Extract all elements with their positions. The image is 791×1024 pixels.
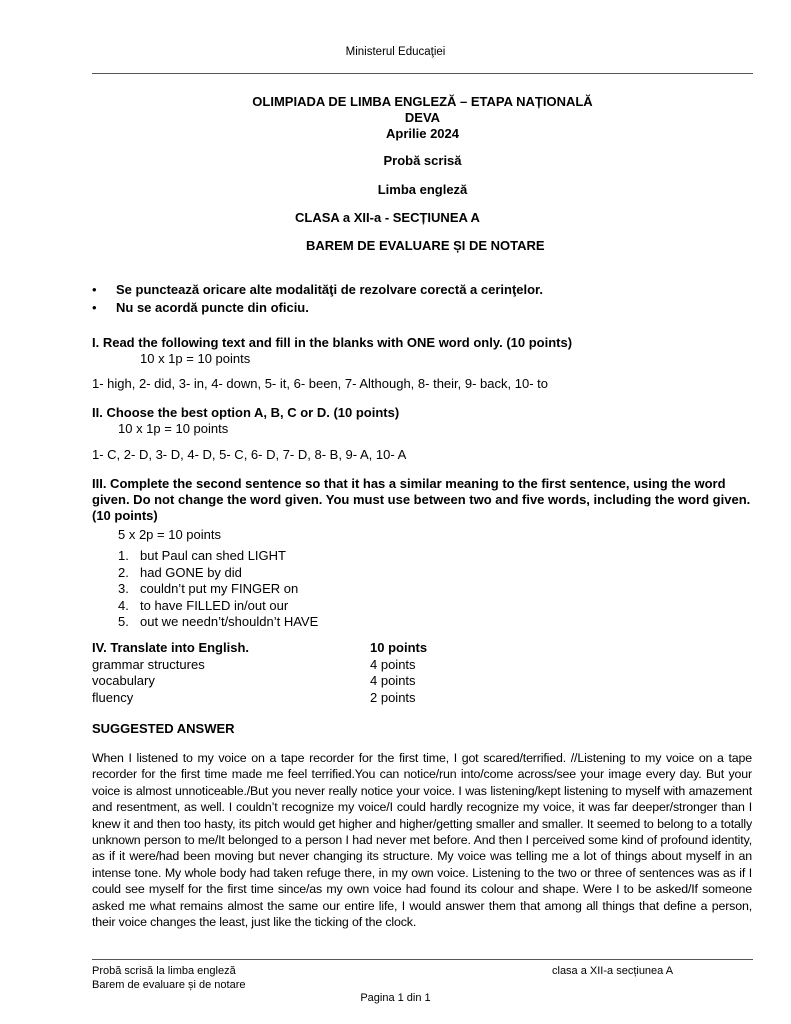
list-item: 2. had GONE by did xyxy=(118,564,242,580)
title-line-2: DEVA xyxy=(404,110,441,125)
suggested-answer-title: SUGGESTED ANSWER xyxy=(92,721,235,736)
table-row: vocabulary 4 points xyxy=(92,673,416,688)
note-item: • Nu se acordă puncte din oficiu. xyxy=(92,299,753,317)
document-title xyxy=(92,94,753,142)
list-item: 4. to have FILLED in/out our xyxy=(118,597,289,613)
section-4-title: IV. Translate into English. xyxy=(92,640,250,655)
section-3-answer-list xyxy=(118,548,318,631)
section-4-total: 10 points xyxy=(370,640,428,655)
list-item: 3. couldn’t put my FINGER on xyxy=(118,581,299,596)
list-item: 1. but Paul can shed LIGHT xyxy=(118,548,286,563)
title-line-1: OLIMPIADA DE LIMBA ENGLEZĂ – ETAPA NAȚIONALĂ xyxy=(252,94,593,109)
section-3-title: III. Complete the second sentence so that it has a similar meaning to the first sentence, using the word given. Do not change the word given. You must use between two and five words, including the word given. (10 points) xyxy=(92,476,751,523)
header-divider xyxy=(92,73,753,74)
section-2-scoring: 10 x 1p = 10 points xyxy=(118,421,229,436)
title-date: Aprilie 2024 xyxy=(386,126,459,141)
section-4-table xyxy=(92,640,427,706)
footer-left: Probă scrisă la limba engleză Barem de evaluare și de notare xyxy=(92,965,246,991)
table-row: fluency 2 points xyxy=(92,689,416,705)
section-1-scoring: 10 x 1p = 10 points xyxy=(140,351,251,366)
note-item: • Se punctează oricare alte modalităţi de rezolvare corectă a cerinţelor. xyxy=(92,281,753,299)
page-number: Pagina 1 din 1 xyxy=(360,992,431,1004)
clasa-label: CLASA a XII-a - SECȚIUNEA A xyxy=(295,210,480,225)
footer-divider xyxy=(92,959,753,960)
table-row: grammar structures 4 points xyxy=(92,656,416,672)
section-1-answers: 1- high, 2- did, 3- in, 4- down, 5- it, 6- been, 7- Although, 8- their, 9- back, 10- to xyxy=(92,376,548,391)
table-row xyxy=(92,640,427,657)
barem-label: BAREM DE EVALUARE ȘI DE NOTARE xyxy=(306,238,545,253)
section-2-answers: 1- C, 2- D, 3- D, 4- D, 5- C, 6- D, 7- D, 8- B, 9- A, 10- A xyxy=(92,447,407,462)
limba-label: Limba engleză xyxy=(377,182,468,197)
footer-right: clasa a XII-a secțiunea A xyxy=(552,965,674,977)
section-2-title: II. Choose the best option A, B, C or D. (10 points) xyxy=(92,405,400,420)
section-3-scoring: 5 x 2p = 10 points xyxy=(118,527,221,542)
proba-label: Probă scrisă xyxy=(383,153,462,168)
ministry-header: Ministerul Educaţiei xyxy=(345,46,446,58)
notes-list xyxy=(92,281,753,317)
list-item: 5. out we needn’t/shouldn’t HAVE xyxy=(118,614,319,629)
suggested-answer-text: When I listened to my voice on a tape recorder for the first time, I got scared/terrified. //Listening to my voice on a tape recorder for the first time made me feel terrified.You can notice/run into/come across/see your image every day. But your voice is almost unnoticeable./But you never really notice your voice. I was listening/kept listening to myself with amazement and resentment, as well. I couldn’t recognize my voice/I could hardly recognize my voice, it was far deeper/stronger than I knew it and then too hasty, its pitch would get higher and higher/getting smaller and smaller. It seemed to belong to a totally unknown person to me/It belonged to a person I had never met before. And then I perceived some kind of profound identity, as if it were/had been moving but never changing its structure. My voice was telling me a lot of things about myself in an intense tone. My whole body had taken refuge there, in my own voice. Listening to the two or three of sentences was as if I could see myself for the first time since/as my own voice had found its colour and shape. Were I to be asked/If someone asked me what remains almost the same our entire life, I would answer them that among all things that define a person, their voice changes the least, just like the ticking of the clock. xyxy=(92,751,752,930)
section-1-title: I. Read the following text and fill in the blanks with ONE word only. (10 points) xyxy=(92,335,573,350)
